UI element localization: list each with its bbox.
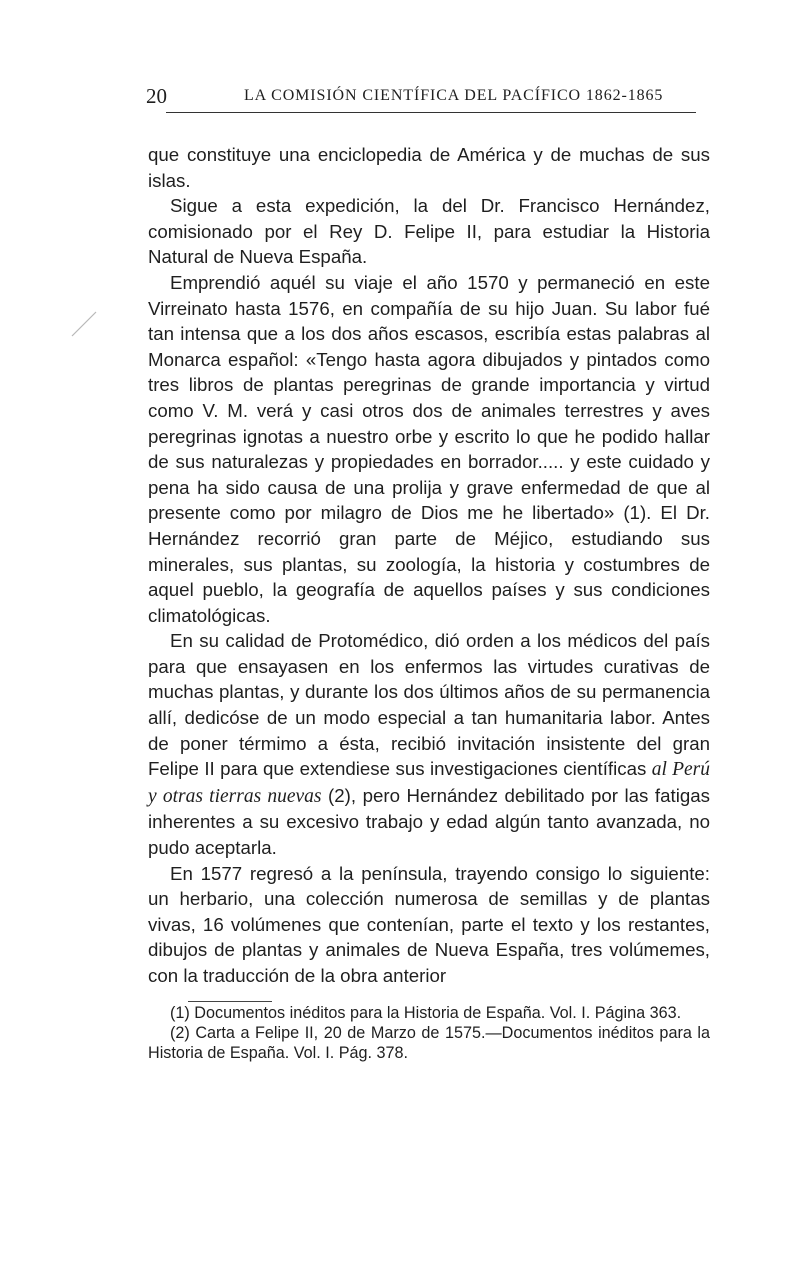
paragraph-5: En 1577 regresó a la península, trayendo consigo lo siguiente: un herbario, una colección numerosa de semillas y de plantas vivas, 16 volúmenes que contenían, parte el texto y los restantes, dibujos de plantas y animales de Nueva España, tres volúmemes, con la traducción de la obra anterior [148,862,710,986]
paragraph-4-start: En su calidad de Protomédico, dió orden a los médicos del país para que ensayasen en los enfermos las virtudes curativas de muchas plantas, y durante los dos últimos años de su permanencia allí, dedicóse de un modo especial a tan humanitaria labor. Antes de poner térmimo a ésta, recibió invitación insistente del gran Felipe II para que extendiese sus investigaciones científicas [148,630,710,780]
paragraph-3: Emprendió aquél su viaje el año 1570 y permaneció en este Virreinato hasta 1576, en compañía de su hijo Juan. Su labor fué tan intensa que a los dos años escasos, escribía estas palabras al Monarca español: «Tengo hasta agora dibujados y pintados como tres libros de plantas peregrinas de grande importancia y virtud como V. M. verá y casi otros dos de animales terrestres y aves peregrinas ignotas a nuestro orbe y escrito lo que he podido hallar de sus naturalezas y propiedades en borrador..... y este cuidado y pena ha sido causa de una prolija y grave enfermedad de que al presente como por milagro de Dios me he libertado» (1). El Dr. Hernández recorrió gran parte de Méjico, estudiando sus minerales, sus plantas, su zoología, la historia y costumbres de aquel pueblo, la geografía de aquellos países y sus condiciones climatológicas. [148,271,710,626]
paragraph-2: Sigue a esta expedición, la del Dr. Francisco Hernández, comisionado por el Rey D. Felipe II, para estudiar la Historia Natural de Nueva España. [148,195,710,268]
paragraph-1: que constituye una enciclopedia de América y de muchas de sus islas. [148,144,710,191]
header-rule [166,112,696,113]
paragraph-4 [148,628,710,860]
footnotes [148,1003,710,1064]
main-text [148,142,710,989]
footnote-rule [188,1001,272,1002]
italic-place-names: al Perú y otras tierras nuevas [148,759,710,807]
page-number: 20 [146,84,167,108]
footnote-2: (2) Carta a Felipe II, 20 de Marzo de 1575.—Documentos inéditos para la Historia de España. Vol. I. Pág. 378. [148,1024,710,1063]
page-header [146,78,708,114]
running-title: LA COMISIÓN CIENTÍFICA DEL PACÍFICO 1862-1865 [244,87,664,104]
margin-pencil-mark [68,308,100,340]
footnote-1: (1) Documentos inéditos para la Historia de España. Vol. I. Página 363. [170,1004,682,1022]
paragraph-4-end: (2), pero Hernández debilitado por las fatigas inherentes a su excesivo trabajo y edad algún tanto avanzada, no pudo aceptarla. [148,784,710,859]
